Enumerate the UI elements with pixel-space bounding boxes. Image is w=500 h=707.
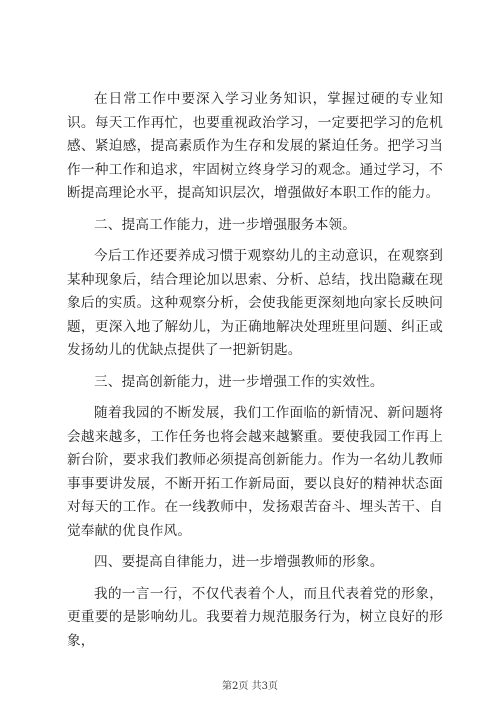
section-heading-innovation: 三、提高创新能力，进一步增强工作的实效性。 xyxy=(94,373,384,390)
paragraph-observation: 今后工作还要养成习惯于观察幼儿的主动意识，在观察到某种现象后，结合理论加以思索、分析、总结，找出隐藏在现象后的实质。这种观察分析，会使我能更深刻地向家长反映问题，更深入地了解幼儿，为正确地解决处理班里问题、纠正或发扬幼儿的优缺点提供了一把新钥匙。 xyxy=(67,248,443,358)
paragraph-study: 在日常工作中要深入学习业务知识，掌握过硬的专业知识。每天工作再忙，也要重视政治学习，一定要把学习的危机感、紧迫感，提高素质作为生存和发展的紧迫任务。把学习当作一种工作和追求，牢固树立终身学习的观念。通过学习，不断提高理论水平，提高知识层次，增强做好本职工作的能力。 xyxy=(67,91,443,201)
paragraph-image: 我的一言一行，不仅代表着个人，而且代表着党的形象，更重要的是影响幼儿。我要着力规范服务行为，树立良好的形象， xyxy=(67,585,443,649)
section-heading-self-discipline: 四、要提高自律能力，进一步增强教师的形象。 xyxy=(94,554,384,570)
paragraph-development: 随着我园的不断发展，我们工作面临的新情况、新问题将会越来越多，工作任务也将会越来越繁重。要使我园工作再上新台阶，要求我们教师必须提高创新能力。作为一名幼儿教师事事要讲发展，不断开拓工作新局面，要以良好的精神状态面对每天的工作。在一线教师中，发扬艰苦奋斗、埋头苦干、自觉奉献的优良作风。 xyxy=(67,405,443,539)
section-heading-work-ability: 二、提高工作能力，进一步增强服务本领。 xyxy=(94,216,357,233)
document-body xyxy=(67,88,443,661)
page-number-footer: 第2页 共3页 xyxy=(222,681,278,692)
